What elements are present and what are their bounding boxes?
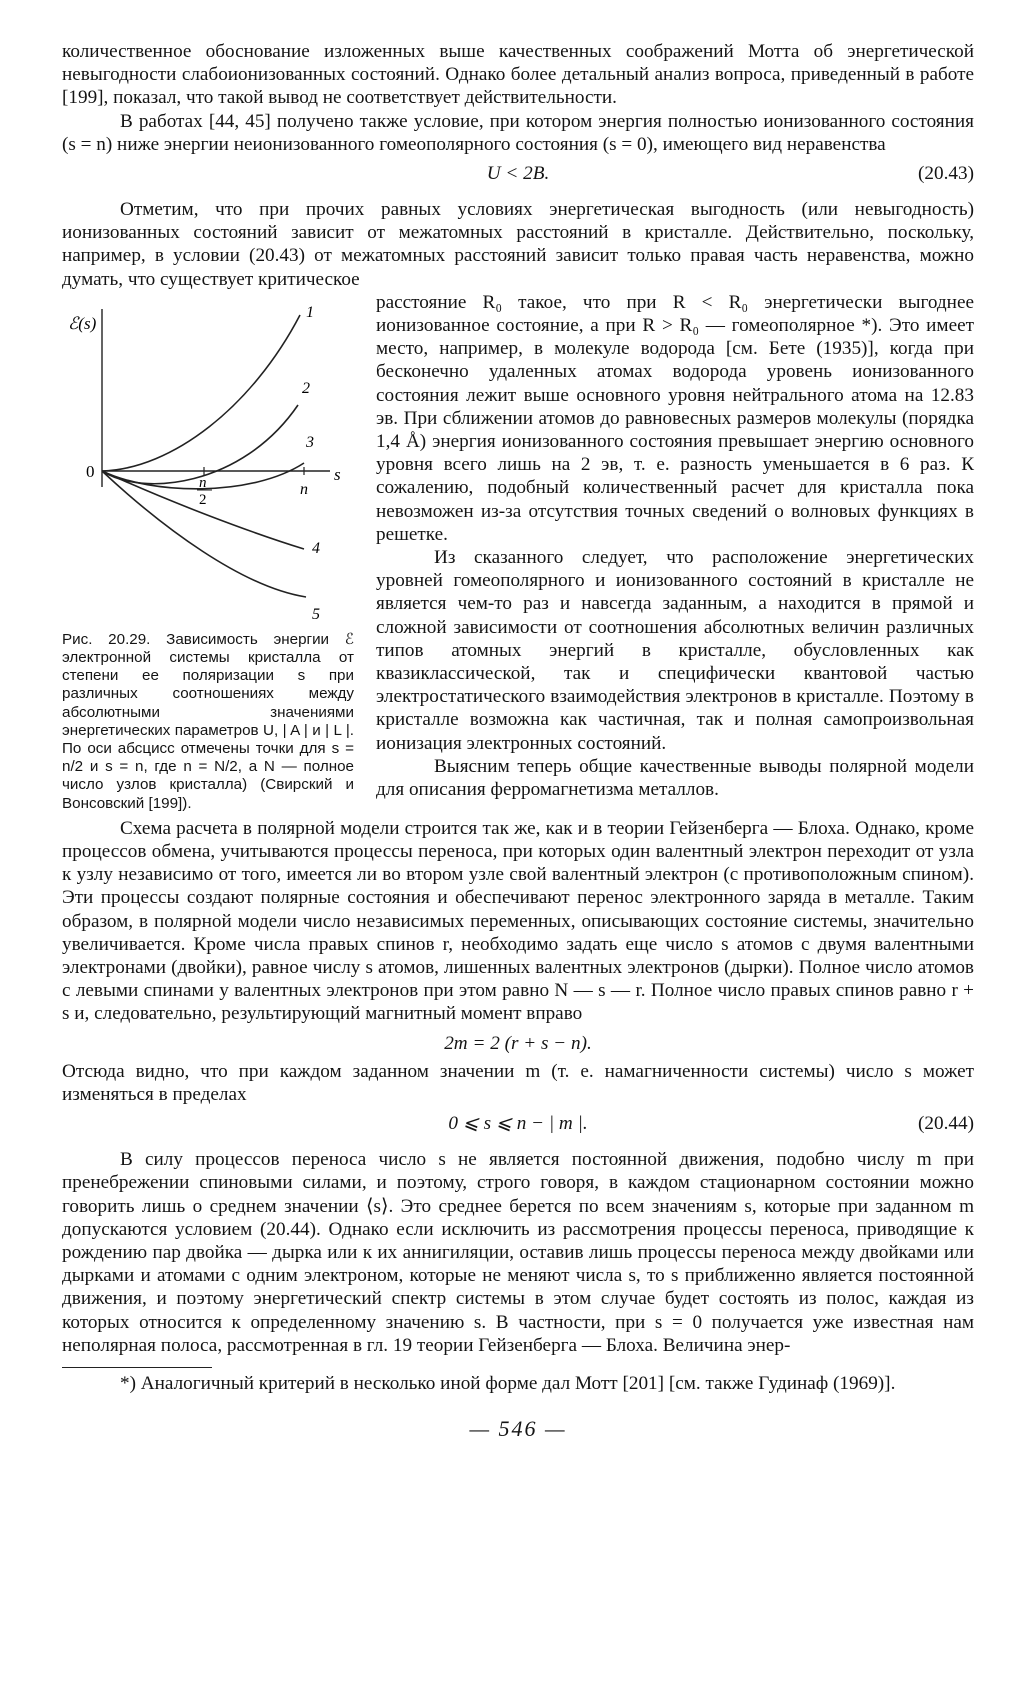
curve-4-label: 4 (312, 539, 320, 557)
equation-text: 0 ⩽ s ⩽ n − | m |. (448, 1113, 588, 1135)
footnote: *) Аналогичный критерий в несколько иной форме дал Мотт [201] [см. также Гудинаф (1969)]. (120, 1372, 896, 1394)
paragraph-8: В силу процессов переноса число s не является постоянной движения, подобно числу m при пренебрежении спиновыми силами, и поэтому, строго говоря, в каждом стационарном состоянии можно говорить лишь о среднем значении ⟨s⟩. Это среднее берется по всем значениям s, которые при заданном m допускаются условием (20.44). Однако если исключить из рассмотрения процессы переноса, приводящие к рождению пар двойка — дырка или к их аннигиляции, оставив лишь процессы переноса между двойками или дырками и атомами с одним электроном, которые не меняют числа s, то s приближенно является постоянной движения, и поэтому энергетический спектр системы в этом случае будет состоять из полос, каждая из которых относится к определенному значению s. В частности, при s = 0 получается уже известная нам неполярная полоса, рассмотренная в гл. 19 теории Гейзенберга — Блоха. Величина энер- (62, 1149, 974, 1356)
figure-caption: Рис. 20.29. Зависимость энергии ℰ электронной системы кристалла от степени ее поляризации s при различных соотношениях между абсолютными значениями энергетических параметров U, | A | и | L |. По оси абсцисс отмечены точки для s = n/2 и s = n, где n = N/2, а N — полное число узлов кристалла) (Свирский и Вонсовский [199]). (62, 630, 354, 812)
curve-1 (102, 315, 300, 471)
tick-n-half-denominator: 2 (199, 491, 207, 508)
page (62, 40, 974, 1440)
paragraph-1: количественное обоснование изложенных выше качественных соображений Мотта об энергетической невыгодности слабоионизованных состояний. Однако более детальный анализ вопроса, приведенный в работе [199], показал, что такой вывод не соответствует действительности. (62, 41, 974, 109)
energy-curves-graph (62, 297, 358, 627)
equation-text: 2m = 2 (r + s − n). (444, 1032, 592, 1054)
equation-number: (20.43) (918, 163, 974, 185)
equation-number: (20.44) (918, 1113, 974, 1135)
y-axis-label: ℰ(s) (68, 313, 97, 333)
curve-2 (102, 405, 298, 484)
paragraph-4: Из сказанного следует, что расположение энергетических уровней гомеополярного и ионизованного состояний в кристалле не является чем-то раз и навсегда заданным, а находится в прямой и сложной зависимости от соотношения абсолютных величин различных типов атомных энергий в кристалле, обусловленных как квазиклассической, так и специфически квантовой частью электростатического взаимодействия электронов в кристалле. Поэтому в кристалле возможна как частичная, так и полная самопроизвольная ионизация электронных состояний. (376, 547, 974, 754)
paragraph-6: Схема расчета в полярной модели строится так же, как и в теории Гейзенберга — Блоха. Однако, кроме процессов обмена, учитываются процессы переноса, при которых один валентный электрон переходит от узла к узлу независимо от того, имеется ли во втором узле свой валентный электрон (с противоположным спином). Эти процессы создают полярные состояния и обеспечивают перенос электронного заряда в металле. Таким образом, в полярной модели число независимых переменных, описывающих состояние системы, значительно увеличивается. Кроме числа правых спинов r, необходимо задать еще число s атомов с двумя валентными электронами (двойки), равное числу s атомов, лишенных валентных электронов (дырки). Полное число атомов с левыми спинами у валентных электронов при этом равно N — s — r. Полное число правых спинов равно r + s и, следовательно, результирующий магнитный момент вправо (62, 817, 974, 1025)
paragraph-5: Выясним теперь общие качественные выводы полярной модели для описания ферромагнетизма металлов. (376, 755, 974, 801)
curve-2-label: 2 (302, 379, 310, 397)
equation-20-43 (62, 156, 974, 190)
paragraph-3a: Отметим, что при прочих равных условиях энергетическая выгодность (или невыгодность) ионизованных состояний зависит от межатомных расстояний в кристалле. Действительно, поскольку, например, в условии (20.43) от межатомных расстояний зависит только правая часть неравенства, можно думать, что существует критическое (62, 199, 974, 290)
page-number: — 546 — (469, 1416, 567, 1442)
equation-20-44 (62, 1106, 974, 1140)
tick-n-label: n (300, 480, 308, 498)
tick-n-half-numerator: n (199, 474, 207, 491)
curve-3-label: 3 (306, 433, 314, 451)
origin-label: 0 (86, 461, 95, 481)
curve-1-label: 1 (306, 303, 314, 321)
paragraph-7: Отсюда видно, что при каждом заданном значении m (т. е. намагниченности системы) число s может изменяться в пределах (62, 1060, 974, 1105)
paragraph-3b: расстояние R₀ такое, что при R < R₀ энергетически выгоднее ионизованное состояние, а при R > R₀ — гомеополярное *). Это имеет место, например, в молекуле водорода [см. Бете (1935)], когда при бесконечно удаленных атомах водорода уровень ионизованного состояния лежит выше основного уровня нейтрального атома на 12.83 эв. При сближении атомов до равновесных размеров молекулы (порядка 1,4 Å) энергия ионизованного состояния превышает энергию основного уровня всего лишь на 2 эв, т. е. разность уменьшается в 6 раз. К сожалению, подобный количественный расчет для кристалла пока невозможен из-за отсутствия точных сведений о волновых функциях в решетке. (376, 291, 974, 545)
curve-5-label: 5 (312, 605, 320, 623)
figure-20-29 (62, 297, 358, 813)
footnote-divider (62, 1367, 212, 1368)
equation-moment (62, 1026, 974, 1060)
x-axis-label: s (334, 464, 341, 484)
equation-text: U < 2B. (486, 163, 550, 185)
paragraph-2: В работах [44, 45] получено также условие, при котором энергия полностью ионизованного состояния (s = n) ниже энергии неионизованного гомеополярного состояния (s = 0), имеющего вид неравенства (62, 110, 974, 155)
